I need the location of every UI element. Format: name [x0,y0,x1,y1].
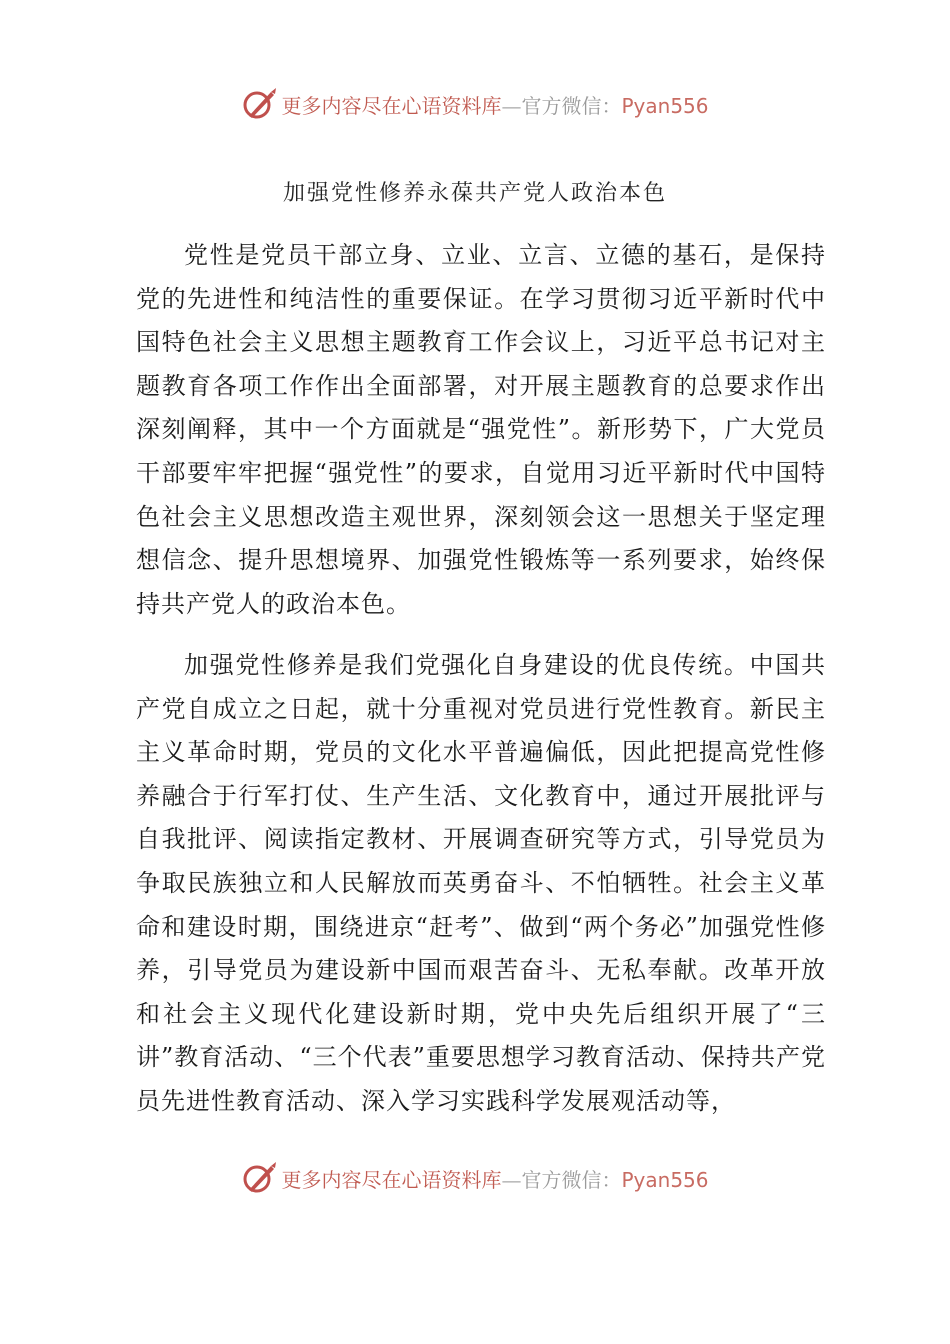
watermark-banner-top [0,84,950,124]
banner-contact-id: Pyan556 [621,1167,709,1192]
banner-text [281,1164,708,1193]
document-title: 加强党性修养永葆共产党人政治本色 [282,181,667,206]
banner-brand: 更多内容尽在心语资料库 [281,93,502,118]
banner-contact-id: Pyan556 [621,93,709,118]
banner-brand: 更多内容尽在心语资料库 [281,1167,502,1192]
paragraph-block-1 [136,234,826,626]
quill-pen-circle-icon [241,1160,277,1196]
banner-text [281,90,708,119]
watermark-banner-bottom [0,1158,950,1198]
paragraph: 加强党性修养是我们党强化自身建设的优良传统。中国共产党自成立之日起，就十分重视对党员进行党性教育。新民主主义革命时期，党员的文化水平普遍偏低，因此把提高党性修养融合于行军打仗、生产生活、文化教育中，通过开展批评与自我批评、阅读指定教材、开展调查研究等方式，引导党员为争取民族独立和人民解放而英勇奋斗、不怕牺牲。社会主义革命和建设时期，围绕进京“赶考”、做到“两个务必”加强党性修养，引导党员为建设新中国而艰苦奋斗、无私奉献。改革开放和社会主义现代化建设新时期，党中央先后组织开展了“三讲”教育活动、“三个代表”重要思想学习教育活动、保持共产党员先进性教育活动、深入学习实践科学发展观活动等， [136,651,826,1115]
banner-separator: — [501,1167,522,1192]
paragraph: 党性是党员干部立身、立业、立言、立德的基石，是保持党的先进性和纯洁性的重要保证。在学习贯彻习近平新时代中国特色社会主义思想主题教育工作会议上，习近平总书记对主题教育各项工作作出全面部署，对开展主题教育的总要求作出深刻阐释，其中一个方面就是“强党性”。新形势下，广大党员干部要牢牢把握“强党性”的要求，自觉用习近平新时代中国特色社会主义思想改造主观世界，深刻领会这一思想关于坚定理想信念、提升思想境界、加强党性锻炼等一系列要求，始终保持共产党人的政治本色。 [136,241,826,618]
banner-contact-label: 官方微信： [521,1167,622,1192]
banner-contact-label: 官方微信： [521,93,622,118]
quill-pen-circle-icon [241,86,277,122]
paragraph-block-2 [136,644,826,1124]
banner-separator: — [501,93,522,118]
